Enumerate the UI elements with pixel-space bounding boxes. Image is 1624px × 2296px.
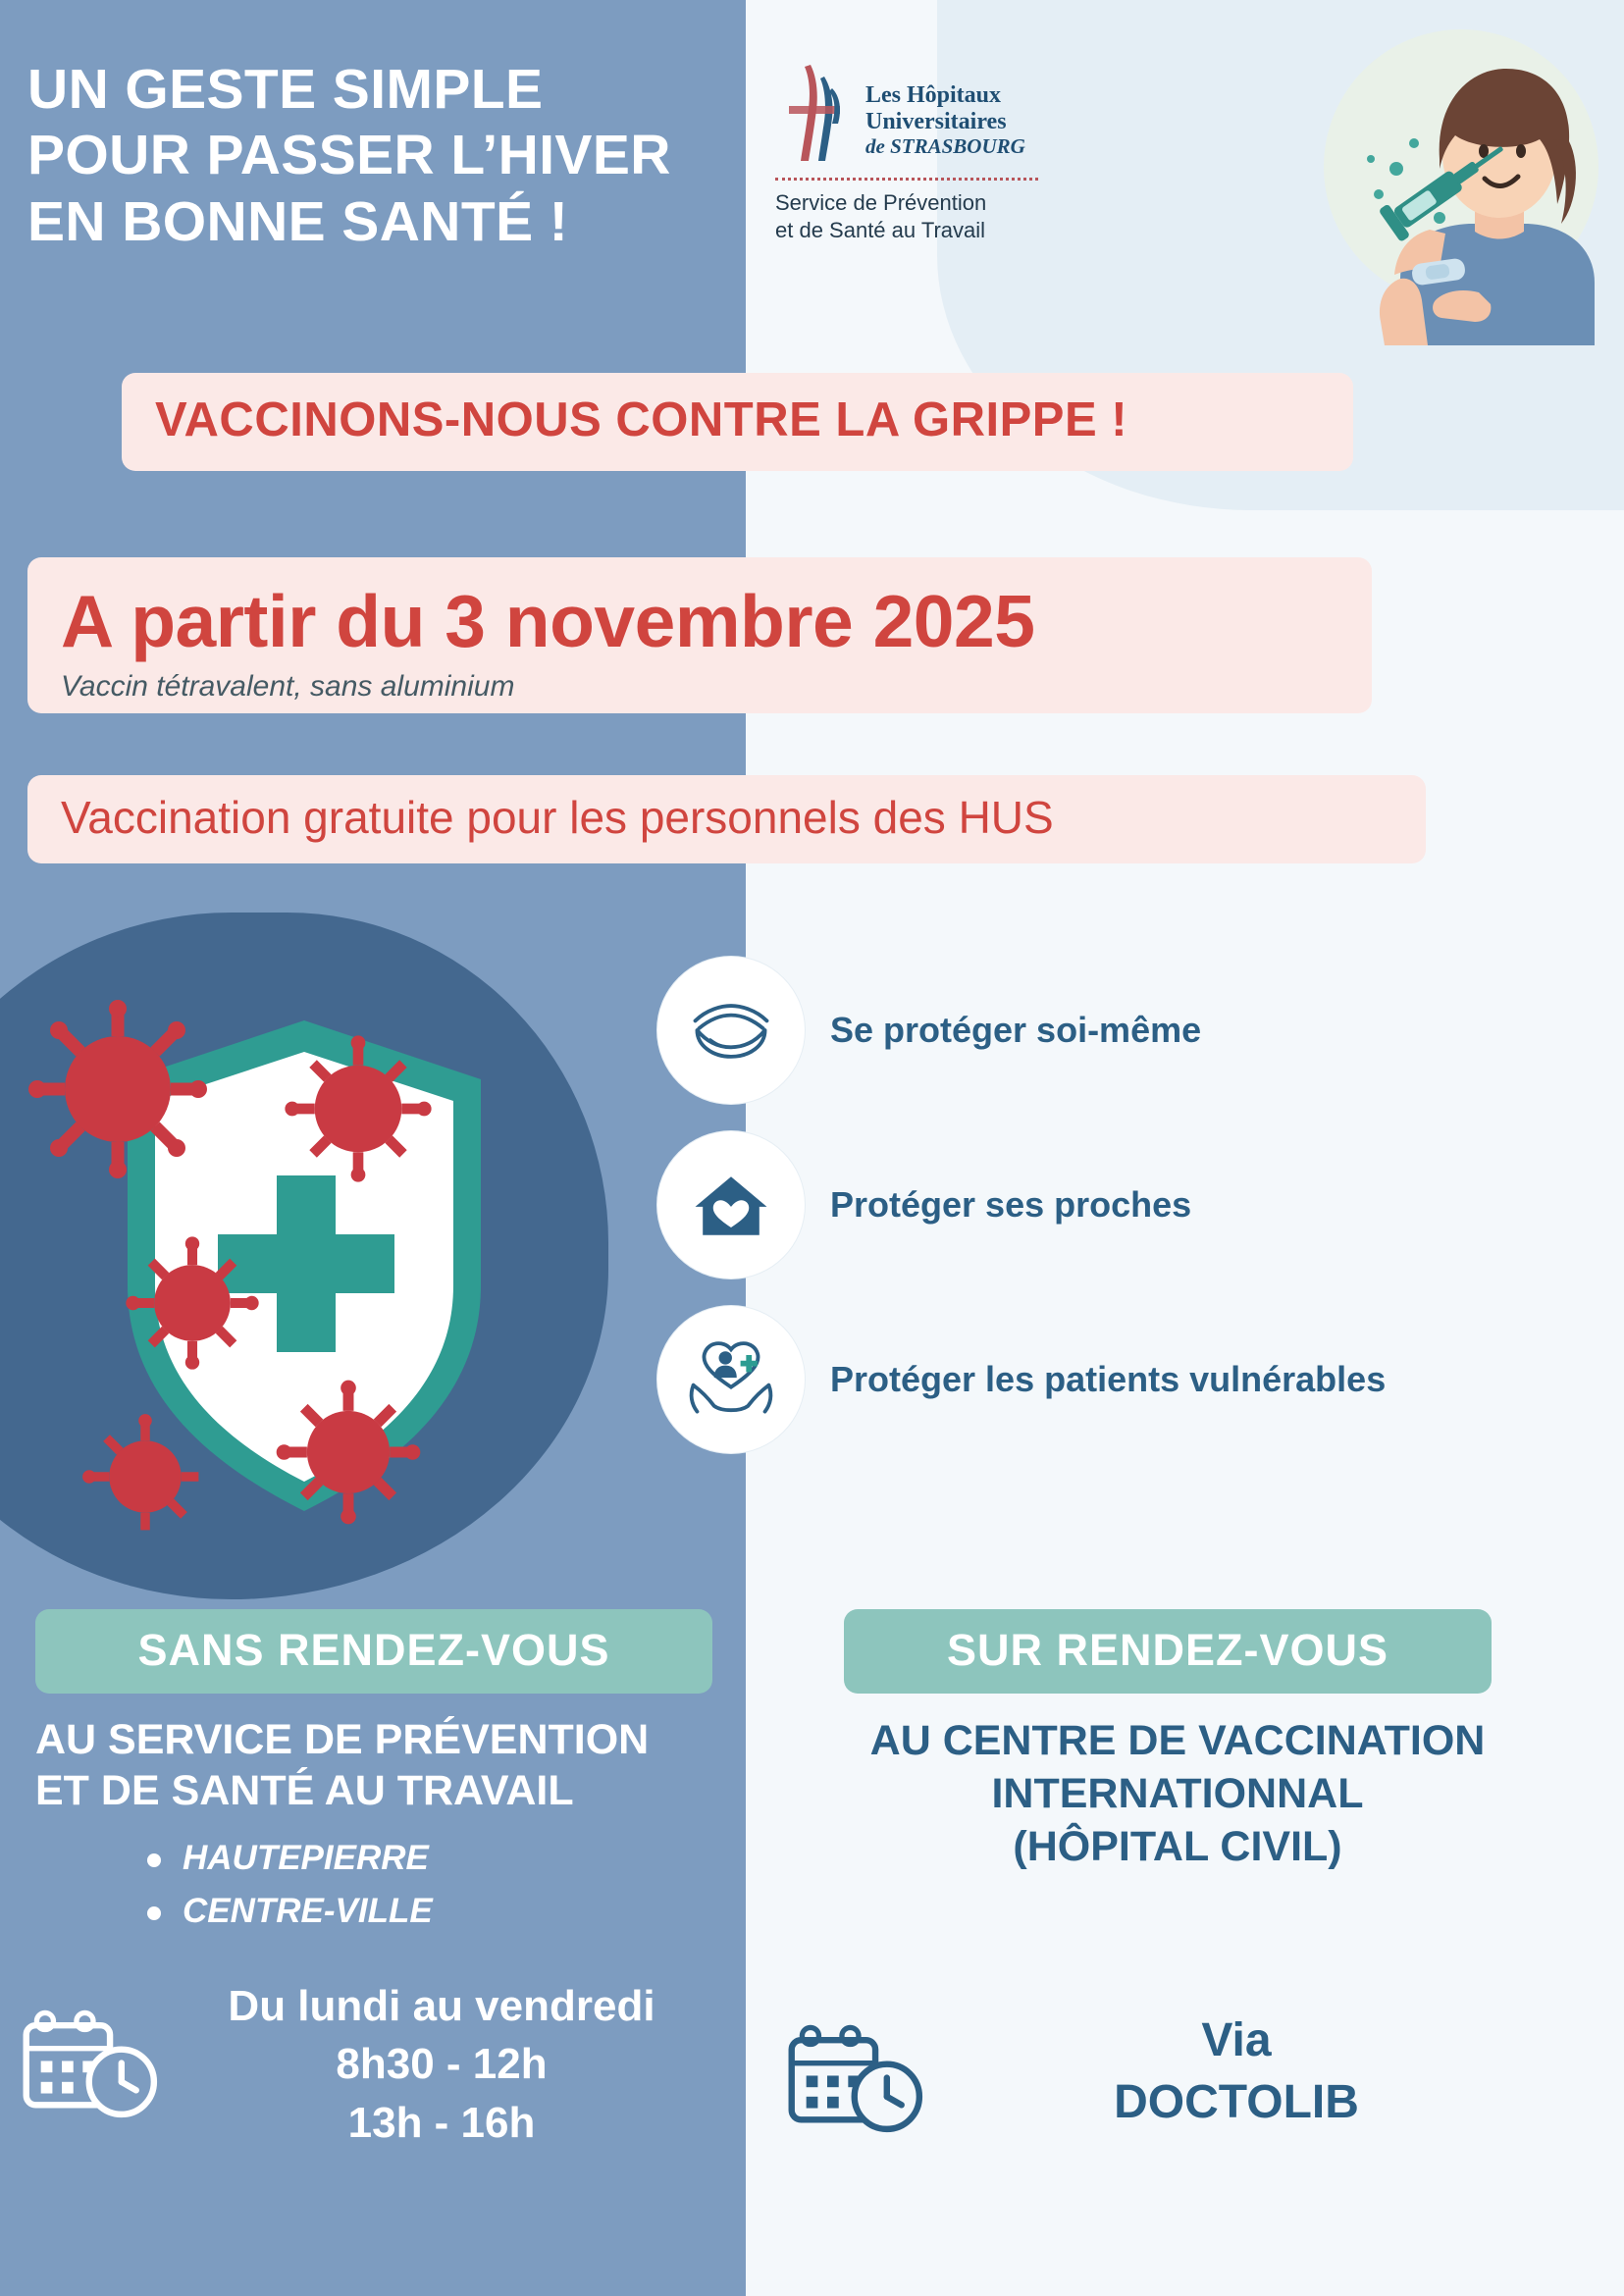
appointment-location-line-1: AU CENTRE DE VACCINATION xyxy=(869,1717,1486,1764)
benefits-list xyxy=(657,957,1442,1481)
walk-in-location xyxy=(35,1715,722,1816)
appointment-location xyxy=(844,1715,1511,1873)
benefit-label: Protéger les patients vulnérables xyxy=(830,1359,1387,1400)
date-card xyxy=(27,557,1372,713)
logo-wordmark xyxy=(865,59,1025,158)
hands-protect-icon xyxy=(657,957,805,1104)
benefit-item xyxy=(657,957,1442,1104)
hus-logo-block xyxy=(775,59,1070,243)
free-vaccination-card xyxy=(27,775,1426,863)
headline xyxy=(27,57,714,255)
logo-name-line-3: de STRASBOURG xyxy=(865,133,1025,158)
house-heart-icon xyxy=(657,1131,805,1278)
vaccine-subtitle: Vaccin tétravalent, sans aluminium xyxy=(61,669,515,703)
walk-in-location-line-2: ET DE SANTÉ AU TRAVAIL xyxy=(35,1766,574,1814)
logo-row xyxy=(775,59,1070,167)
walk-in-hours-line-2: 8h30 - 12h xyxy=(336,2040,548,2089)
logo-divider xyxy=(775,178,1038,181)
appointment-column xyxy=(844,1609,1511,1873)
logo-name-line-1: Les Hôpitaux xyxy=(865,82,1002,108)
walk-in-column xyxy=(35,1609,722,1939)
headline-line-3: EN BONNE SANTÉ ! xyxy=(27,189,569,253)
booking-via-label: Via xyxy=(1201,2014,1272,2067)
walk-in-pill: SANS RENDEZ-VOUS xyxy=(35,1609,712,1694)
vaccination-banner-text: VACCINONS-NOUS CONTRE LA GRIPPE ! xyxy=(155,393,1128,446)
calendar-clock-icon xyxy=(785,2021,942,2152)
appointment-booking xyxy=(785,1992,1531,2152)
appointment-pill: SUR RENDEZ-VOUS xyxy=(844,1609,1492,1694)
walk-in-location-line-1: AU SERVICE DE PRÉVENTION xyxy=(35,1716,650,1763)
logo-service-line-1: Service de Prévention xyxy=(775,190,987,215)
woman-vaccination-illustration xyxy=(1283,22,1606,345)
logo-service-line-2: et de Santé au Travail xyxy=(775,217,986,242)
free-vaccination-text: Vaccination gratuite pour les personnels des HUS xyxy=(61,792,1054,843)
headline-line-2: POUR PASSER L’HIVER xyxy=(27,124,671,187)
walk-in-hours xyxy=(20,1977,726,2152)
booking-platform-name: DOCTOLIB xyxy=(1114,2075,1359,2128)
appointment-location-line-2: INTERNATIONNAL xyxy=(991,1769,1364,1817)
walk-in-hours-line-3: 13h - 16h xyxy=(347,2098,536,2147)
appointment-location-line-3: (HÔPITAL CIVIL) xyxy=(1013,1822,1342,1870)
benefit-item xyxy=(657,1131,1442,1278)
logo-service-name xyxy=(775,189,1070,243)
list-item: CENTRE-VILLE xyxy=(183,1885,722,1938)
benefit-label: Se protéger soi-même xyxy=(830,1010,1202,1051)
walk-in-hours-line-1: Du lundi au vendredi xyxy=(228,1982,655,2030)
benefit-label: Protéger ses proches xyxy=(830,1184,1192,1226)
list-item: HAUTEPIERRE xyxy=(183,1832,722,1885)
benefit-item xyxy=(657,1306,1442,1453)
calendar-clock-icon xyxy=(20,2007,177,2137)
headline-line-1: UN GESTE SIMPLE xyxy=(27,58,544,121)
hus-logo-icon xyxy=(775,59,856,167)
vaccination-banner xyxy=(122,373,1353,471)
walk-in-hours-text xyxy=(177,1977,707,2152)
shield-virus-illustration xyxy=(10,962,618,1570)
booking-platform-text xyxy=(981,2010,1492,2133)
walk-in-site-list xyxy=(35,1832,722,1939)
start-date-title: A partir du 3 novembre 2025 xyxy=(61,580,1035,662)
hands-patient-heart-icon xyxy=(657,1306,805,1453)
logo-name-line-2: Universitaires xyxy=(865,108,1007,134)
